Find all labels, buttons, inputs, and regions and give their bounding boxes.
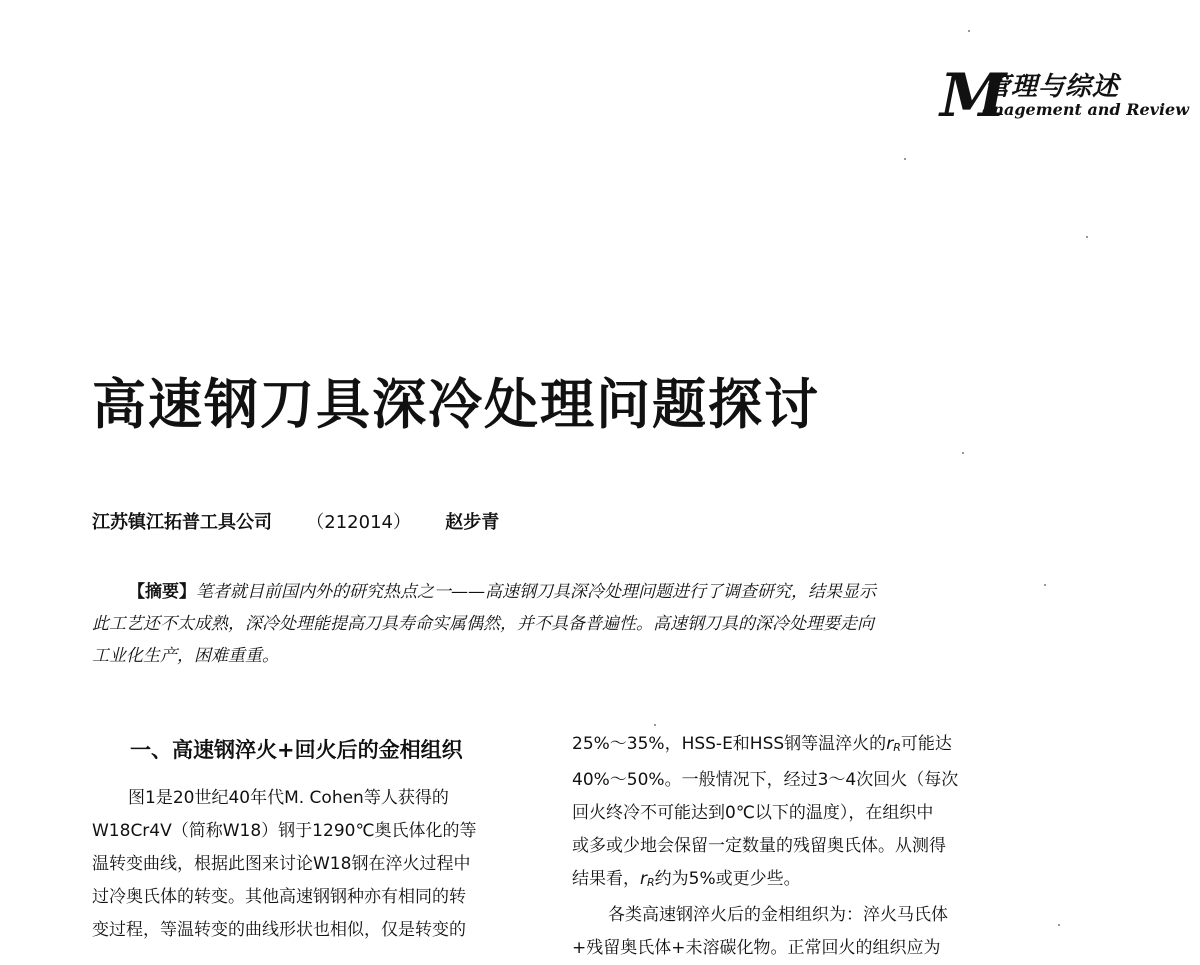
scan-speck bbox=[904, 158, 906, 160]
r-subscript: R bbox=[647, 876, 655, 889]
scan-speck bbox=[968, 30, 970, 32]
scan-speck bbox=[654, 724, 656, 726]
section-heading: 一、高速钢淬火+回火后的金相组织 bbox=[130, 738, 463, 762]
left-column-body bbox=[92, 782, 532, 947]
right-column-body bbox=[572, 728, 1012, 965]
scan-speck bbox=[1058, 924, 1060, 926]
body-line: 40%～50%。一般情况下，经过3～4次回火（每次 bbox=[572, 770, 959, 790]
abstract bbox=[92, 576, 1012, 672]
abstract-line bbox=[92, 576, 1012, 608]
logo-chinese-text: 管理与综述 bbox=[984, 72, 1120, 102]
body-line: 各类高速钢淬火后的金相组织为：淬火马氏体 bbox=[608, 905, 948, 925]
body-line: 过冷奥氏体的转变。其他高速钢钢种亦有相同的转 bbox=[92, 887, 466, 907]
body-line-text: 约为5%或更少些。 bbox=[654, 869, 801, 889]
body-line-text: 可能达 bbox=[900, 734, 952, 754]
body-line: 温转变曲线，根据此图来讨论W18钢在淬火过程中 bbox=[92, 854, 471, 874]
body-line bbox=[572, 863, 1012, 899]
body-line: W18Cr4V（简称W18）钢于1290℃奥氏体化的等 bbox=[92, 821, 477, 841]
body-line: 或多或少地会保留一定数量的残留奥氏体。从测得 bbox=[572, 836, 946, 856]
right-column bbox=[572, 728, 1012, 965]
article-title: 高速钢刀具深冷处理问题探讨 bbox=[92, 373, 820, 436]
body-line: +残留奥氏体+未溶碳化物。正常回火的组织应为 bbox=[572, 938, 941, 958]
author-organization: 江苏镇江拓普工具公司 bbox=[92, 512, 272, 533]
postal-code: （212014） bbox=[306, 512, 411, 533]
body-line bbox=[572, 728, 1012, 764]
body-line: 图1是20世纪40年代M. Cohen等人获得的 bbox=[128, 788, 449, 808]
abstract-line-text: 笔者就目前国内外的研究热点之一——高速钢刀具深冷处理问题进行了调查研究，结果显示 bbox=[196, 582, 876, 602]
left-column bbox=[92, 728, 532, 947]
author-name: 赵步青 bbox=[445, 512, 500, 533]
body-line-text: 结果看， bbox=[572, 869, 640, 889]
scan-speck bbox=[1044, 584, 1046, 586]
r-symbol: r bbox=[640, 869, 647, 889]
abstract-line: 此工艺还不太成熟，深冷处理能提高刀具寿命实属偶然，并不具备普遍性。高速钢刀具的深冷处理要走向 bbox=[92, 614, 874, 634]
scan-speck bbox=[962, 452, 964, 454]
body-line: 变过程，等温转变的曲线形状也相似，仅是转变的 bbox=[92, 920, 466, 940]
abstract-line: 工业化生产，困难重重。 bbox=[92, 646, 279, 666]
scan-speck bbox=[1086, 236, 1088, 238]
r-subscript: R bbox=[893, 741, 901, 754]
logo-english-text: anagement and Review bbox=[982, 100, 1189, 119]
logo-letter: M bbox=[940, 61, 1007, 131]
r-symbol: r bbox=[886, 734, 894, 754]
author-line bbox=[92, 508, 499, 534]
journal-section-logo bbox=[940, 61, 1189, 131]
abstract-label: 【摘要】 bbox=[128, 582, 196, 602]
body-line-text: 25%～35%，HSS-E和HSS钢等温淬火的 bbox=[572, 734, 887, 754]
body-line: 回火终冷不可能达到0℃以下的温度），在组织中 bbox=[572, 803, 934, 823]
